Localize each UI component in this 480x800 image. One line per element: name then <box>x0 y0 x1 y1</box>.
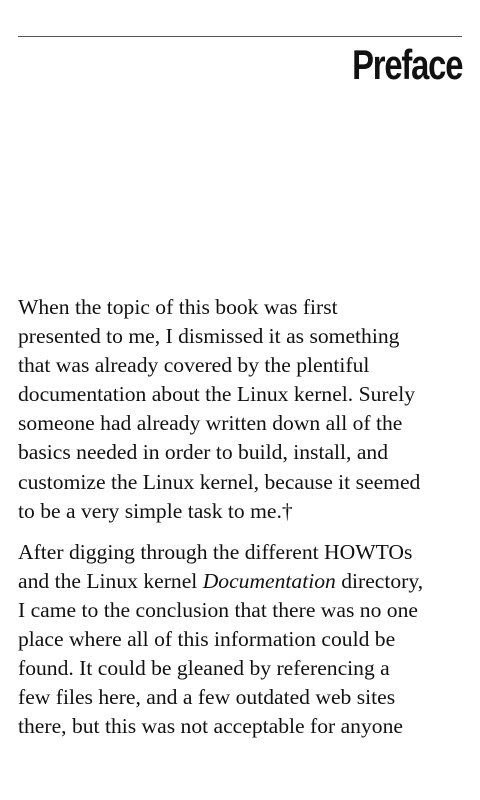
chapter-title: Preface <box>351 41 462 88</box>
text-line: few files here, and a few outdated web sites <box>18 685 396 710</box>
text-line: presented to me, I dismissed it as something <box>18 324 400 349</box>
text-line: found. It could be gleaned by referencing a <box>18 656 390 681</box>
book-page <box>18 0 462 800</box>
paragraph-2 <box>18 538 462 742</box>
text-line <box>18 567 462 596</box>
text-segment: and the Linux kernel <box>18 568 203 593</box>
text-line: to be a very simple task to me.† <box>18 498 293 523</box>
text-line: someone had already written down all of the <box>18 411 403 436</box>
text-line: that was already covered by the plentiful <box>18 353 370 378</box>
text-line: customize the Linux kernel, because it seemed <box>18 469 421 494</box>
text-line: there, but this was not acceptable for anyone <box>18 714 403 739</box>
chapter-rule <box>18 36 462 37</box>
italic-term: Documentation <box>202 568 336 593</box>
text-line: documentation about the Linux kernel. Surely <box>18 382 415 407</box>
text-segment: directory, <box>335 568 424 593</box>
text-line: I came to the conclusion that there was no one <box>18 597 418 622</box>
body-text <box>18 293 462 753</box>
paragraph-1 <box>18 293 462 526</box>
text-line: basics needed in order to build, install, and <box>18 440 389 465</box>
text-line: After digging through the different HOWTOs <box>18 539 413 564</box>
text-line: When the topic of this book was first <box>18 295 338 319</box>
text-line: place where all of this information could be <box>18 627 396 652</box>
